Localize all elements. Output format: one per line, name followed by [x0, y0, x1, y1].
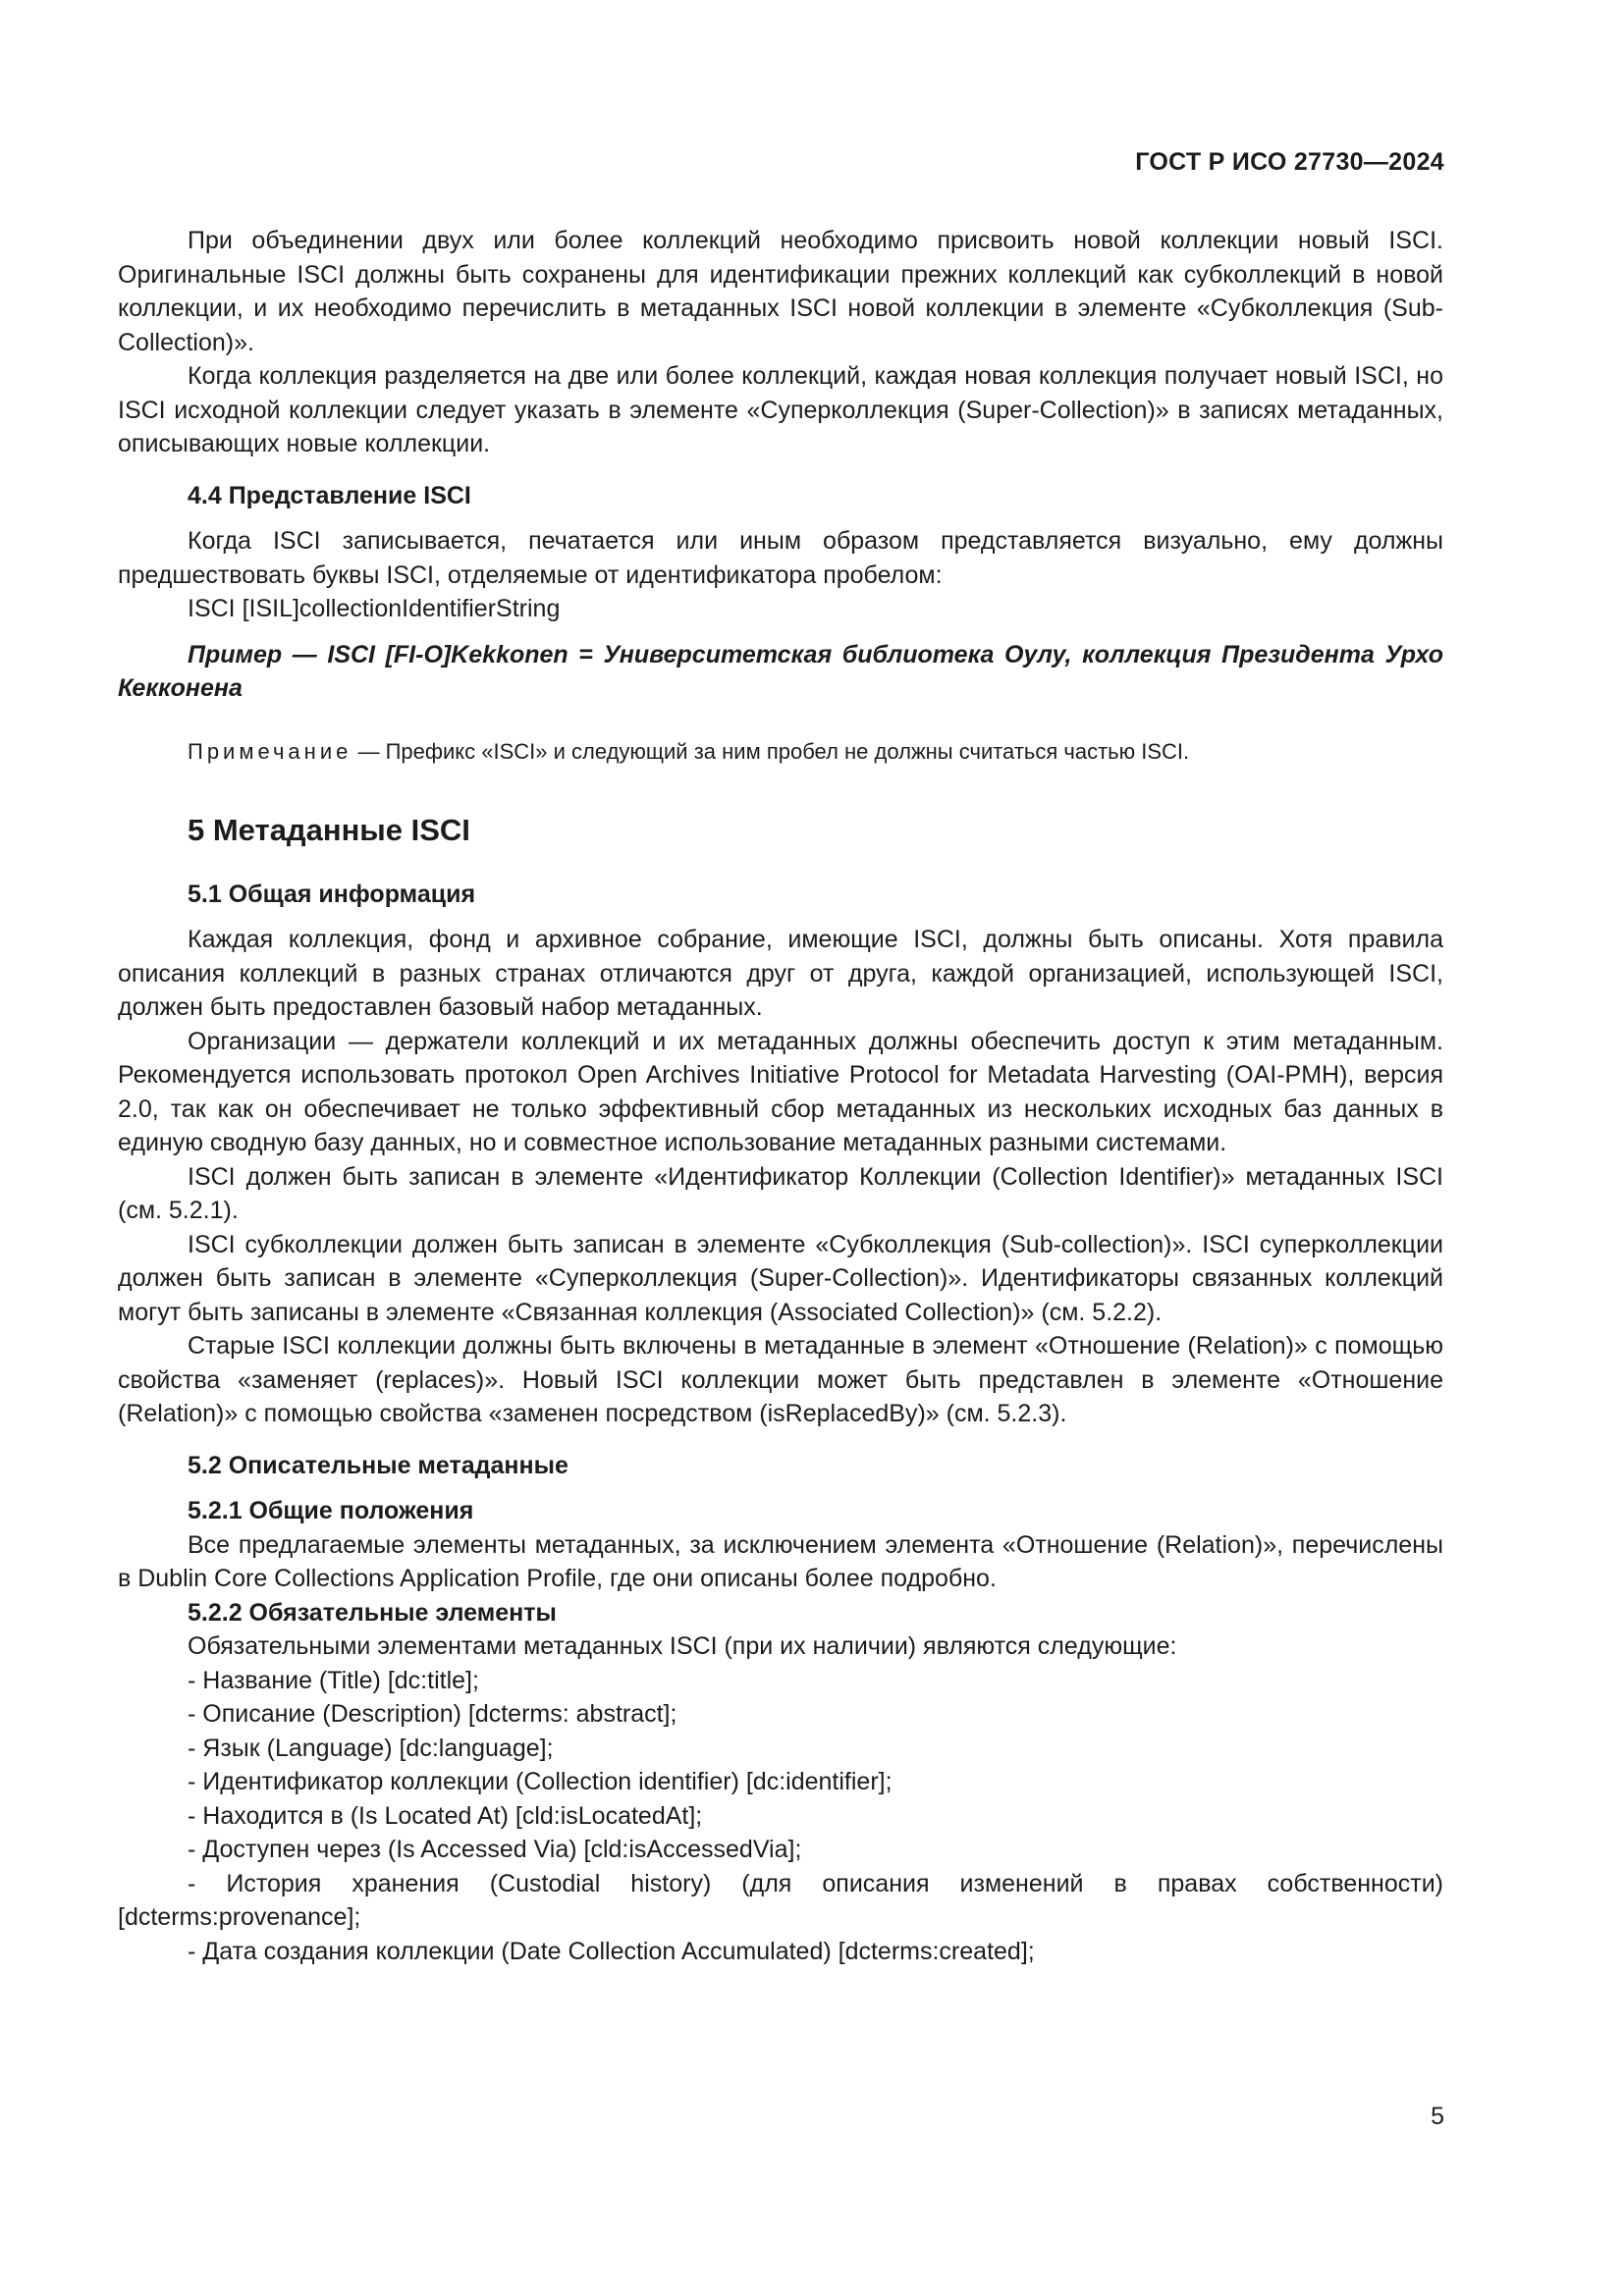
heading-4-4: 4.4 Представление ISCI — [188, 481, 471, 509]
paragraph-5-1-4: ISCI субколлекции должен быть записан в элементе «Субколлекция (Sub-collection)». ISCI суперколлекции должен быть записан в элементе «Суперколлекция (Super-Collection)». Идентификаторы связанных коллекций могут быть записаны в элементе «Связанная коллекция (Associated Collection)» (см. 5.2.2). — [118, 1230, 1443, 1326]
heading-5-2: 5.2 Описательные метаданные — [188, 1451, 568, 1479]
list-item: - Идентификатор коллекции (Collection identifier) [dc:identifier]; — [188, 1768, 893, 1795]
standard-designation: ГОСТ Р ИСО 27730—2024 — [1135, 148, 1444, 176]
heading-5-2-1: 5.2.1 Общие положения — [188, 1497, 474, 1524]
example: Пример — ISCI [FI-O]Kekkonen = Университетская библиотека Оулу, коллекция Президента Урхо Кекконена — [118, 640, 1443, 702]
paragraph-5-1-5: Старые ISCI коллекции должны быть включены в метаданные в элемент «Отношение (Relation)» с помощью свойства «заменяет (replaces)». Новый ISCI коллекции может быть представлен в элементе «Отношение (Relation)» с помощью свойства «заменен посредством (isReplacedBy)» (см. 5.2.3). — [118, 1332, 1443, 1427]
list-item: - Описание (Description) [dcterms: abstract]; — [188, 1700, 677, 1728]
heading-5-1: 5.1 Общая информация — [188, 880, 476, 908]
note — [118, 735, 1443, 770]
list-item: - Находится в (Is Located At) [cld:isLocatedAt]; — [188, 1801, 703, 1830]
list-item: - Доступен через (Is Accessed Via) [cld:isAccessedVia]; — [188, 1836, 802, 1863]
list-item: - История хранения (Custodial history) (для описания изменений в правах собственности) [dcterms:provenance]; — [118, 1869, 1443, 1931]
list-item: - Дата создания коллекции (Date Collection Accumulated) [dcterms:created]; — [188, 1937, 1035, 1965]
paragraph-5-2-1: Все предлагаемые элементы метаданных, за исключением элемента «Отношение (Relation)», перечислены в Dublin Core Collections Application Profile, где они описаны более подробно. — [118, 1530, 1443, 1592]
paragraph-5-1-3: ISCI должен быть записан в элементе «Идентификатор Коллекции (Collection Identifier)» метаданных ISCI (см. 5.2.1). — [118, 1162, 1443, 1224]
paragraph-5-2-2: Обязательными элементами метаданных ISCI (при их наличии) являются следующие: — [188, 1632, 1177, 1660]
paragraph-5-1-2: Организации — держатели коллекций и их метаданных должны обеспечить доступ к этим метаданным. Рекомендуется использовать протокол Open Archives Initiative Protocol for Metadata Harvesting (OAI-PMH), версия 2.0, так как он обеспечивает не только эффективный сбор метаданных из нескольких исходных баз данных в единую сводную базу данных, но и совместное использование метаданных разными системами. — [118, 1027, 1443, 1156]
paragraph-5-1-1: Каждая коллекция, фонд и архивное собрание, имеющие ISCI, должны быть описаны. Хотя правила описания коллекций в разных странах отличаются друг от друга, каждой организацией, использующей ISCI, должен быть предоставлен базовый набор метаданных. — [118, 926, 1443, 1021]
paragraph-merge: При объединении двух или более коллекций необходимо присвоить новой коллекции новый ISCI. Оригинальные ISCI должны быть сохранены для идентификации прежних коллекций как субколлекций в новой коллекции, и их необходимо перечислить в метаданных ISCI новой коллекции в элементе «Субколлекция (Sub-Collection)». — [118, 227, 1443, 356]
note-text: — Префикс «ISCI» и следующий за ним пробел не должны считаться частью ISCI. — [352, 738, 1190, 764]
paragraph-split: Когда коллекция разделяется на две или более коллекций, каждая новая коллекция получает новый ISCI, но ISCI исходной коллекции следует указать в элементе «Суперколлекция (Super-Collection)» в записях метаданных, описывающих новые коллекции. — [118, 362, 1443, 457]
note-label: Примечание — [188, 738, 352, 764]
paragraph-4-4: Когда ISCI записывается, печатается или иным образом представляется визуально, ему должны предшествовать буквы ISCI, отделяемые от идентификатора пробелом: — [118, 527, 1443, 589]
heading-section-5: 5 Метаданные ISCI — [188, 813, 470, 847]
page-body — [118, 224, 1443, 1968]
list-item: - Название (Title) [dc:title]; — [188, 1666, 479, 1694]
heading-5-2-2: 5.2.2 Обязательные элементы — [188, 1598, 557, 1627]
list-item: - Язык (Language) [dc:language]; — [188, 1734, 554, 1762]
isci-format: ISCI [ISIL]collectionIdentifierString — [188, 595, 561, 622]
page-number: 5 — [1431, 2103, 1444, 2130]
